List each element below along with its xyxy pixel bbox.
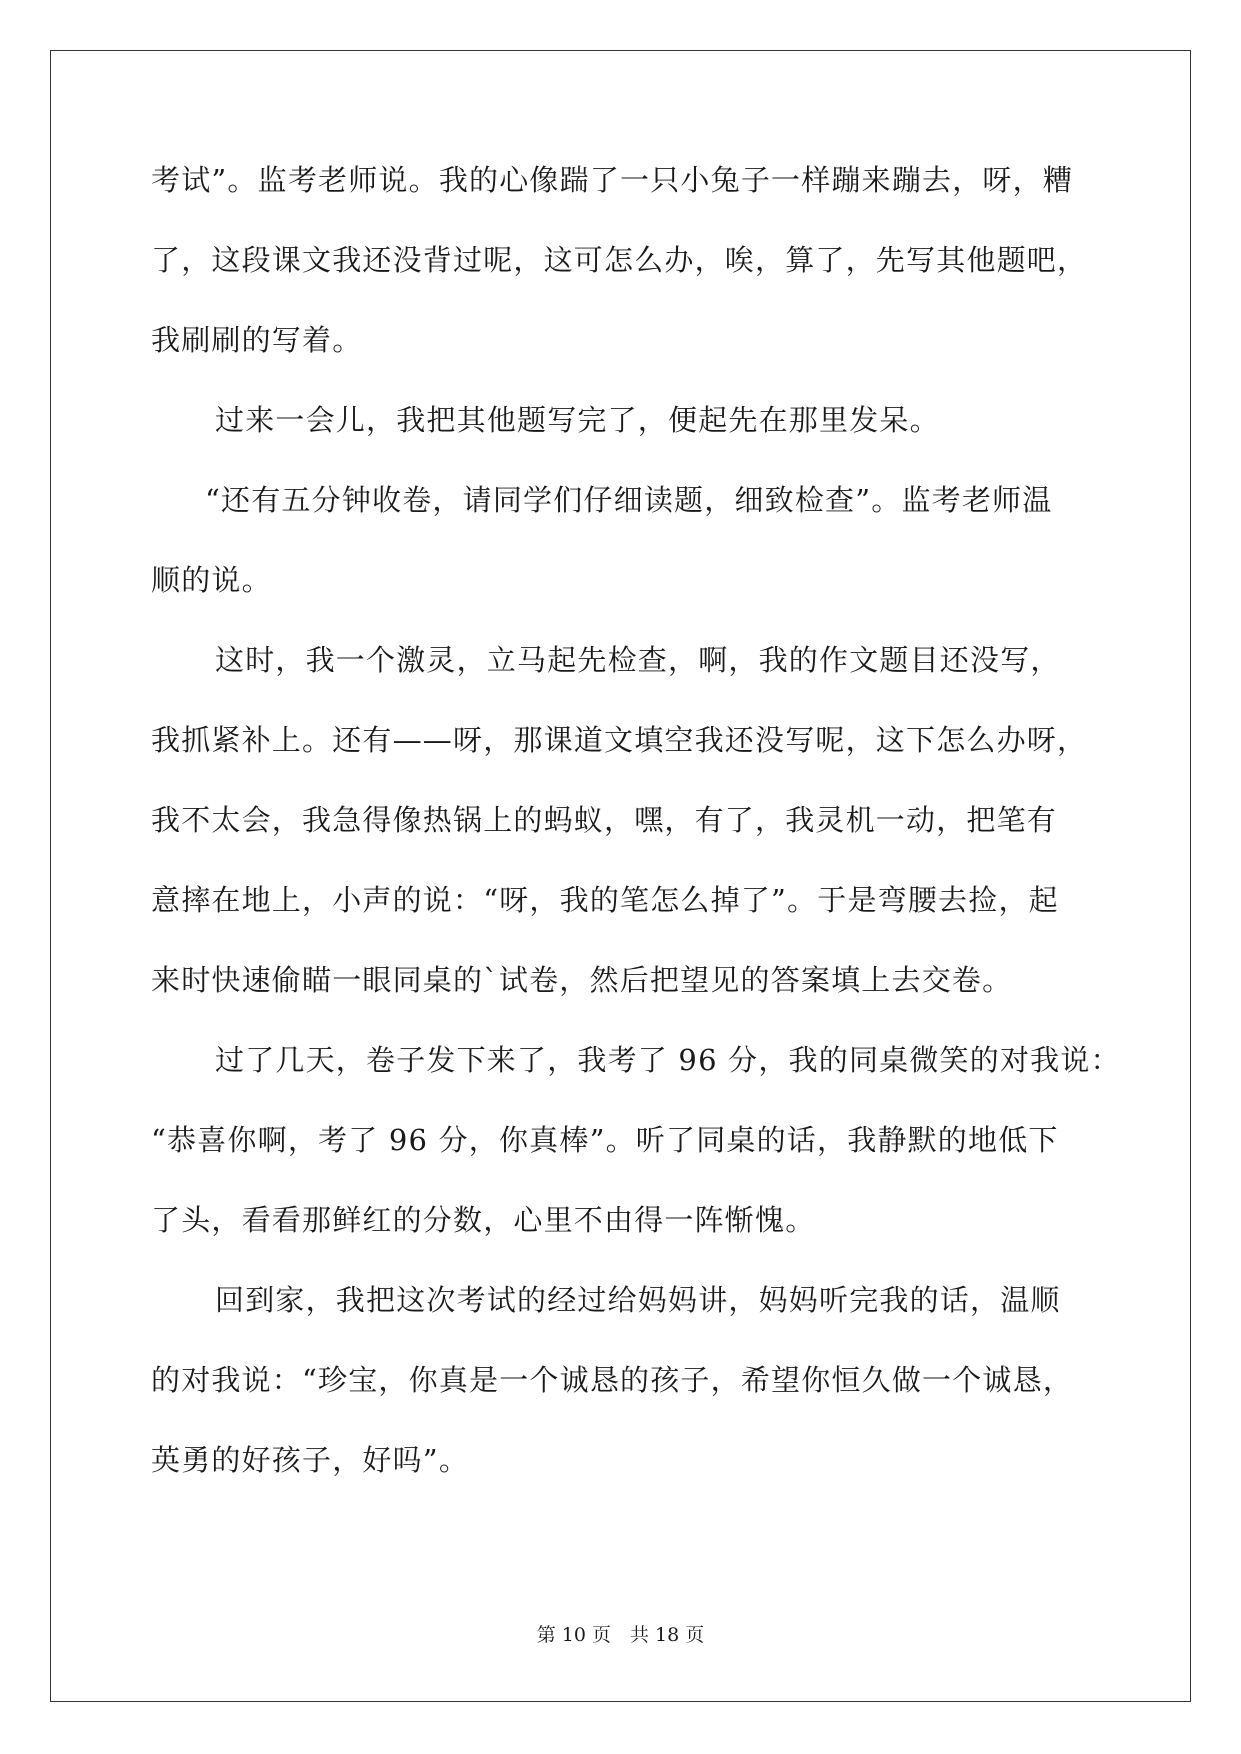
text-line: 英勇的好孩子，好吗”。: [151, 1443, 470, 1477]
text-line: 来时快速偷瞄一眼同桌的`试卷，然后把望见的答案填上去交卷。: [151, 963, 1013, 997]
text-line: 的对我说：“珍宝，你真是一个诚恳的孩子，希望你恒久做一个诚恳，: [151, 1363, 1074, 1397]
paragraph-start-line: “还有五分钟收卷，请同学们仔细读题，细致检查”。监考老师温: [205, 483, 1053, 517]
text-line: 了头，看看那鲜红的分数，心里不由得一阵惭愧。: [151, 1203, 816, 1237]
text-line: 顺的说。: [151, 563, 272, 597]
paragraph-start-line: 回到家，我把这次考试的经过给妈妈讲，妈妈听完我的话，温顺: [215, 1283, 1061, 1317]
page-footer: [0, 1623, 1241, 1647]
paragraph-start-line: 过来一会儿，我把其他题写完了，便起先在那里发呆。: [215, 403, 940, 437]
text-line: 考试”。监考老师说。我的心像踹了一只小兔子一样蹦来蹦去，呀，糟: [151, 163, 1074, 197]
text-line: “恭喜你啊，考了 96 分，你真棒”。听了同桌的话，我静默的地低下: [151, 1123, 1059, 1157]
paragraph-start-line: 这时，我一个激灵，立马起先检查，啊，我的作文题目还没写，: [215, 643, 1061, 677]
paragraph-start-line: 过了几天，卷子发下来了，我考了 96 分，我的同桌微笑的对我说：: [215, 1043, 1121, 1077]
text-line: 我刷刷的写着。: [151, 323, 363, 357]
page-number-label: 第 10 页 共 18 页: [536, 1624, 705, 1646]
text-line: 了，这段课文我还没背过呢，这可怎么办，唉，算了，先写其他题吧，: [151, 243, 1088, 277]
text-line: 意摔在地上，小声的说：“呀，我的笔怎么掉了”。于是弯腰去捡，起: [151, 883, 1059, 917]
text-line: 我不太会，我急得像热锅上的蚂蚁，嘿，有了，我灵机一动，把笔有: [151, 803, 1058, 837]
text-line: 我抓紧补上。还有——呀，那课道文填空我还没写呢，这下怎么办呀，: [151, 723, 1088, 757]
document-body: [151, 160, 1121, 1520]
